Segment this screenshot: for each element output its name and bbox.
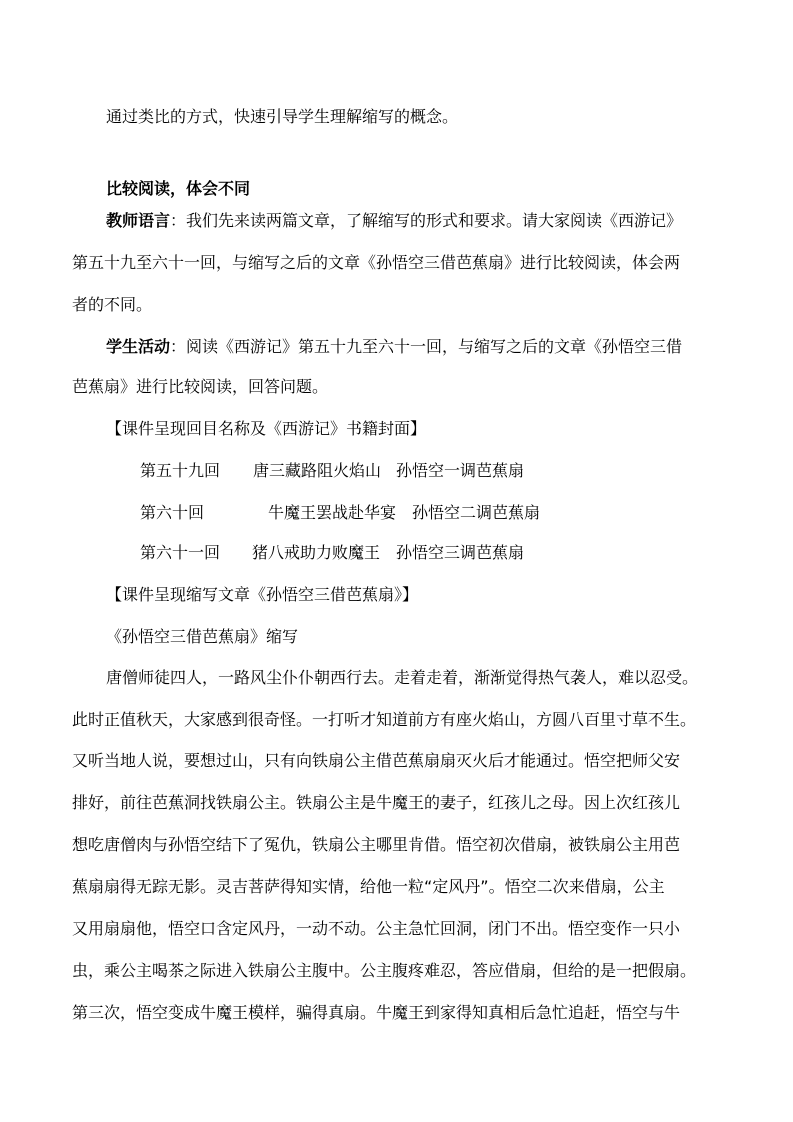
teacher-text: ：我们先来读两篇文章，了解缩写的形式和要求。请大家阅读《西游记》	[170, 211, 683, 230]
abridged-title: 《孙悟空三借芭蕉扇》缩写	[106, 627, 299, 646]
student-activity-line1	[106, 336, 756, 358]
section-heading: 比较阅读，体会不同	[106, 179, 251, 198]
chapter-title: 猪八戒助力败魔王	[252, 543, 381, 562]
story-line: 又用扇扇他，悟空口含定风丹，一动不动。公主急忙回洞，闭门不出。悟空变作一只小	[72, 919, 681, 938]
chapter-title: 牛魔王罢战赴华宴	[268, 503, 397, 522]
chapter-subtitle: 孙悟空一调芭蕉扇	[396, 461, 525, 480]
teacher-label: 教师语言	[106, 211, 171, 230]
chapter-number: 第六十回	[140, 503, 205, 522]
chapter-number: 第六十一回	[140, 543, 221, 562]
courseware-note-2: 【课件呈现缩写文章《孙悟空三借芭蕉扇》】	[106, 585, 419, 604]
teacher-language-line3: 者的不同。	[72, 295, 153, 314]
teacher-language-line1	[106, 210, 756, 232]
story-line: 第三次，悟空变成牛魔王模样，骗得真扇。牛魔王到家得知真相后急忙追赶，悟空与牛	[72, 1003, 681, 1022]
student-label: 学生活动	[106, 337, 171, 356]
student-text: ：阅读《西游记》第五十九至六十一回，与缩写之后的文章《孙悟空三借	[170, 337, 683, 356]
story-line: 排好，前往芭蕉洞找铁扇公主。铁扇公主是牛魔王的妻子，红孩儿之母。因上次红孩儿	[72, 793, 681, 812]
story-line: 想吃唐僧肉与孙悟空结下了冤仇，铁扇公主哪里肯借。悟空初次借扇，被铁扇公主用芭	[72, 835, 681, 854]
intro-paragraph: 通过类比的方式，快速引导学生理解缩写的概念。	[106, 107, 459, 126]
chapter-number: 第五十九回	[140, 461, 221, 480]
story-line: 蕉扇扇得无踪无影。灵吉菩萨得知实情，给他一粒“定风丹”。悟空二次来借扇，公主	[72, 877, 665, 896]
chapter-subtitle: 孙悟空三调芭蕉扇	[396, 543, 525, 562]
student-activity-line2: 芭蕉扇》进行比较阅读，回答问题。	[72, 377, 329, 396]
story-line: 又听当地人说，要想过山，只有向铁扇公主借芭蕉扇扇灭火后才能通过。悟空把师父安	[72, 751, 681, 770]
chapter-title: 唐三藏路阻火焰山	[253, 461, 382, 480]
courseware-note-1: 【课件呈现回目名称及《西游记》书籍封面】	[106, 419, 427, 438]
story-line: 虫，乘公主喝茶之际进入铁扇公主腹中。公主腹疼难忍，答应借扇，但给的是一把假扇。	[72, 961, 697, 980]
chapter-subtitle: 孙悟空二调芭蕉扇	[412, 503, 541, 522]
story-line: 唐僧师徒四人，一路风尘仆仆朝西行去。走着走着，渐渐觉得热气袭人，难以忍受。	[106, 668, 699, 687]
teacher-language-line2: 第五十九至六十一回，与缩写之后的文章《孙悟空三借芭蕉扇》进行比较阅读，体会两	[72, 253, 681, 272]
story-line: 此时正值秋天，大家感到很奇怪。一打听才知道前方有座火焰山，方圆八百里寸草不生。	[72, 710, 697, 729]
